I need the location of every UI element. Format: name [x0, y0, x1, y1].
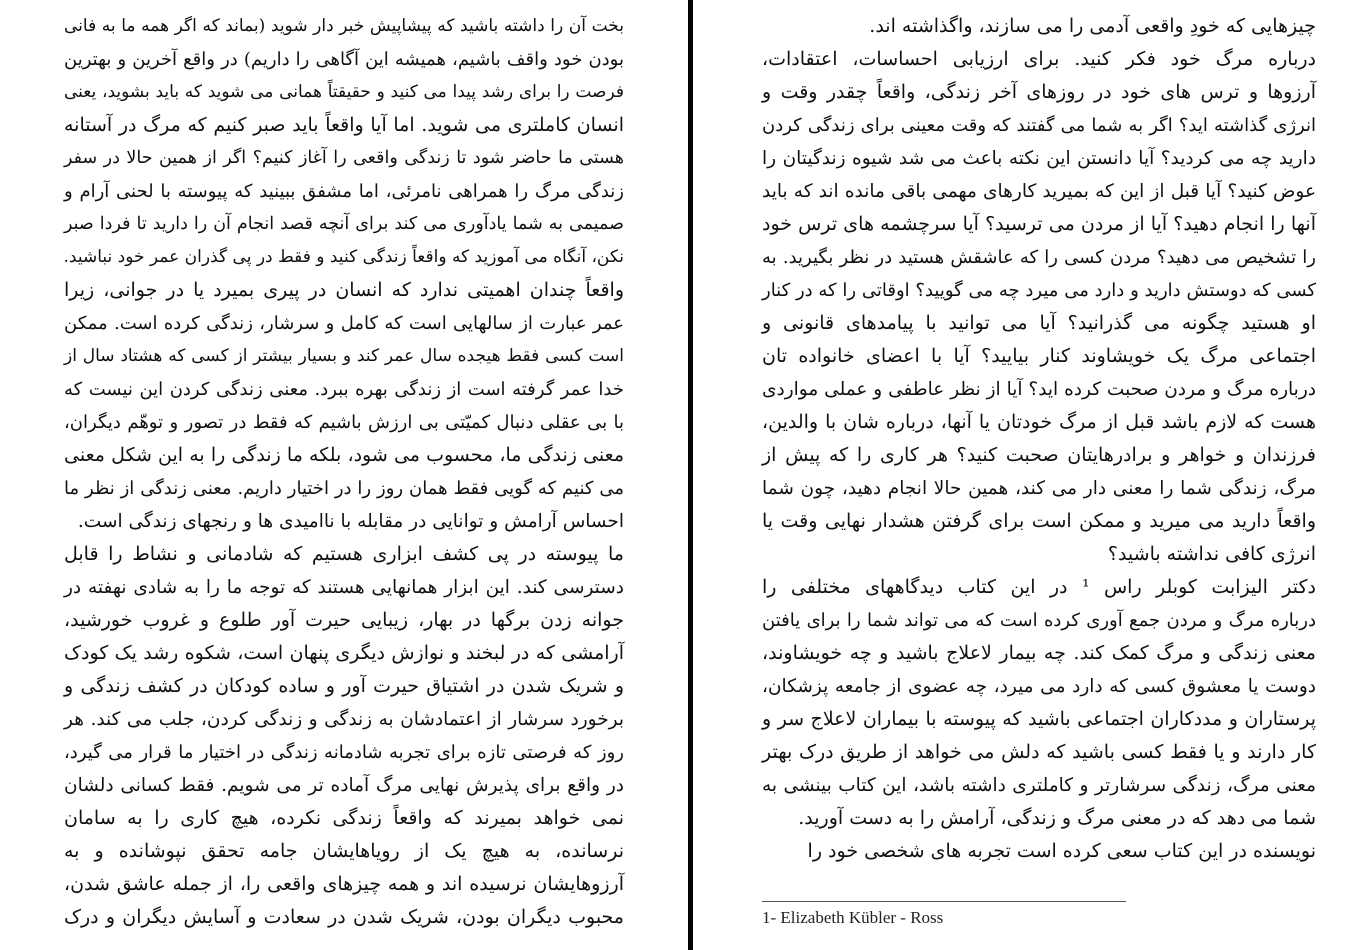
left-line-22: برخورد سرشار از اعتمادشان به زندگی و زندگی کردن، جلب می کند. هر [64, 709, 624, 730]
left-line-8: نکن، آنگاه می آموزید که واقعاً زندگی کنید و فقط در پی گذران عمر خود نباشید. [63, 247, 624, 267]
left-line-21: و شریک شدن در اشتیاق حیرت آور و ساده کودکان در کشف زندگی و [64, 675, 624, 697]
left-line-7: صمیمی به شما یادآوری می کند برای آنچه قصد انجام آن را دارید تا فردا صبر [64, 214, 624, 234]
right-line-14: فرزندان و خواهر و برادرهایتان صحبت کنید؟ هر کاری را که پیش از [762, 444, 1316, 466]
right-line-11: اجتماعی مرگ یک خویشاوند کنار بیایید؟ آیا با اعضای خانواده تان [762, 345, 1316, 367]
left-line-9: واقعاً چندان اهمیتی ندارد که انسان در پیری بمیرد یا در جوانی، زیرا [64, 279, 624, 301]
right-line-26: نویسنده در این کتاب سعی کرده است تجربه های شخصی خود را [807, 840, 1316, 862]
left-line-3: فرصت را برای رشد پیدا می کنید و حقیقتاً همانی می شوید که باید بشوید، یعنی [64, 82, 624, 102]
right-line-7: آنها را انجام دهید؟ آیا از مردن می ترسید؟ آیا سرچشمه های ترس خود [762, 213, 1316, 235]
left-line-15: می کنیم که گویی فقط همان روز را در اختیار داریم. معنی زندگی از نظر ما [64, 478, 624, 499]
right-page [696, 0, 1364, 950]
right-line-22: پرستاران و مددکاران اجتماعی باشید که پیوسته با بیماران لاعلاج سر و [762, 708, 1316, 730]
right-line-19: درباره مرگ و مردن جمع آوری کرده است که می تواند شما را برای یافتن [762, 610, 1316, 631]
right-line-6: عوض کنید؟ آیا قبل از این که بمیرید کارهای مهمی باقی مانده اند که باید [762, 181, 1316, 202]
footnote-rule [762, 901, 1126, 902]
right-line-13: هست که لازم باشد قبل از مرگ خودتان یا آنها، درباره شان با والدین، [762, 411, 1317, 433]
right-line-3: آرزوها و ترس های خود در روزهای آخر زندگی، واقعاً چقدر وقت و [762, 81, 1316, 103]
left-line-18: دسترسی کند. این ابزار همانهایی هستند که توجه ما را به شادی نهفته در [64, 577, 624, 598]
right-line-15: مرگ، زندگی شما را معنی دار می کند، همین حالا انجام دهید، چون شما [762, 478, 1316, 499]
left-line-6: زندگی مرگ را همراهی نامرئی، اما مشفق ببینید که پیوسته با لحنی آرام و [64, 181, 624, 202]
right-line-2: درباره مرگ خود فکر کنید. برای ارزیابی احساسات، اعتقادات، [762, 48, 1316, 70]
left-line-2: بودن خود واقف باشیم، همیشه این آگاهی را داریم) در واقع آخرین و بهترین [64, 49, 624, 70]
right-line-20: معنی زندگی و مرگ کمک کند. چه بیمار لاعلاج باشید و چه خویشاوند، [762, 642, 1316, 664]
left-line-11: است کسی فقط هیجده سال عمر کند و بسیار بیشتر از کسی که هشتاد سال از [64, 346, 624, 366]
right-line-4: انرژی گذاشته اید؟ اگر به شما می گفتند که وقت معینی برای زندگی کردن [762, 115, 1316, 136]
right-line-18: دکتر الیزابت کوبلر راس ¹ در این کتاب دیدگاههای مختلفی را [762, 576, 1316, 598]
left-line-13: با بی عقلی دنبال کمیّتی بی ارزش باشیم که فقط در تصور و توهّم دیگران، [64, 412, 624, 433]
page-gutter-divider [688, 0, 693, 950]
left-line-27: آرزوهایشان نرسیده اند و همه چیزهای واقعی را، از جمله عاشق شدن، [64, 873, 624, 895]
left-line-20: آرامشی که در لبخند و نوازش دیگری پنهان است، شکوه رشد یک کودک [64, 642, 624, 664]
right-line-24: معنی مرگ، زندگی سرشارتر و کاملتری داشته باشد، این کتاب بینشی به [762, 775, 1316, 796]
left-line-12: خدا عمر گرفته است از زندگی بهره ببرد. معنی زندگی کردن این نیست که [64, 379, 624, 400]
left-line-17: ما پیوسته در پی کشف ابزاری هستیم که شادمانی و نشاط را قابل [64, 543, 624, 565]
left-line-19: جوانه زدن برگها در بهار، زیبایی حیرت آور طلوع و غروب خورشید، [64, 609, 624, 631]
right-line-9: کسی که دوستش دارید و دارد می میرد چه می گویید؟ اوقاتی را که در کنار [762, 280, 1316, 301]
left-line-5: هستی ما حاضر شود تا زندگی واقعی را آغاز کنیم؟ اگر از همین حالا در سفر [64, 148, 624, 168]
right-line-21: دوست یا معشوق کسی که دارد می میرد، چه عضوی از جامعه پزشکان، [762, 676, 1316, 697]
footnote: 1- Elizabeth Kübler - Ross [762, 908, 944, 927]
left-line-26: نرسانده، به هیچ یک از رویاهایشان جامه تحقق نپوشانده و به [64, 840, 624, 862]
right-line-25: شما می دهد که در معنی مرگ و زندگی، آرامش را به دست آورید. [798, 807, 1316, 829]
right-line-23: کار دارند و یا فقط کسی باشید که دلش می خواهد از طریق درک بهتر [762, 741, 1316, 763]
left-line-25: نمی خواهد بمیرند که واقعاً زندگی نکرده، هیچ کاری را به سامان [64, 807, 624, 829]
right-line-16: واقعاً دارید می میرید و ممکن است برای گرفتن هشدار نهایی وقت یا [762, 510, 1316, 532]
right-line-10: او هستید چگونه می گذرانید؟ آیا می توانید با پیامدهای قانونی و [762, 312, 1316, 334]
right-line-12: درباره مرگ و مردن صحبت کرده اید؟ آیا از نظر عاطفی و عملی مواردی [762, 379, 1316, 400]
right-line-17: انرژی کافی نداشته باشید؟ [1107, 543, 1316, 565]
left-line-4: انسان کاملتری می شوید. اما آیا واقعاً باید صبر کنیم که مرگ در آستانه [64, 114, 624, 136]
left-line-24: در واقع برای پذیرش نهایی مرگ آماده تر می شویم. فقط کسانی دلشان [64, 775, 624, 796]
left-line-1: بخت آن را داشته باشید که پیشاپیش خبر دار شوید (بماند که اگر همه ما به فانی [64, 16, 624, 36]
left-line-23: روز که فرصتی تازه برای تجربه شادمانه زندگی در اختیار ما قرار می گیرد، [64, 742, 624, 763]
right-line-8: را تشخیص می دهید؟ مردن کسی را که عاشقش هستید در نظر بگیرید. به [762, 247, 1316, 268]
left-line-10: عمر عبارت از سالهایی است که کامل و سرشار، زندگی کرده است. ممکن [64, 313, 624, 334]
left-line-28: محبوب دیگران بودن، شریک شدن در سعادت و آسایش دیگران و درک [64, 906, 624, 928]
right-line-1: چیزهایی که خودِ واقعی آدمی را می سازند، واگذاشته اند. [869, 15, 1316, 37]
left-line-14: معنی زندگی ما، محسوب می شود، بلکه ما زندگی را به این شکل معنی [64, 444, 624, 466]
left-line-16: احساس آرامش و توانایی در مقابله با ناامیدی ها و رنجهای زندگی است. [77, 511, 624, 532]
right-line-5: دارید چه می کردید؟ آیا دانستن این نکته باعث می شد شیوه زندگیتان را [762, 148, 1316, 169]
